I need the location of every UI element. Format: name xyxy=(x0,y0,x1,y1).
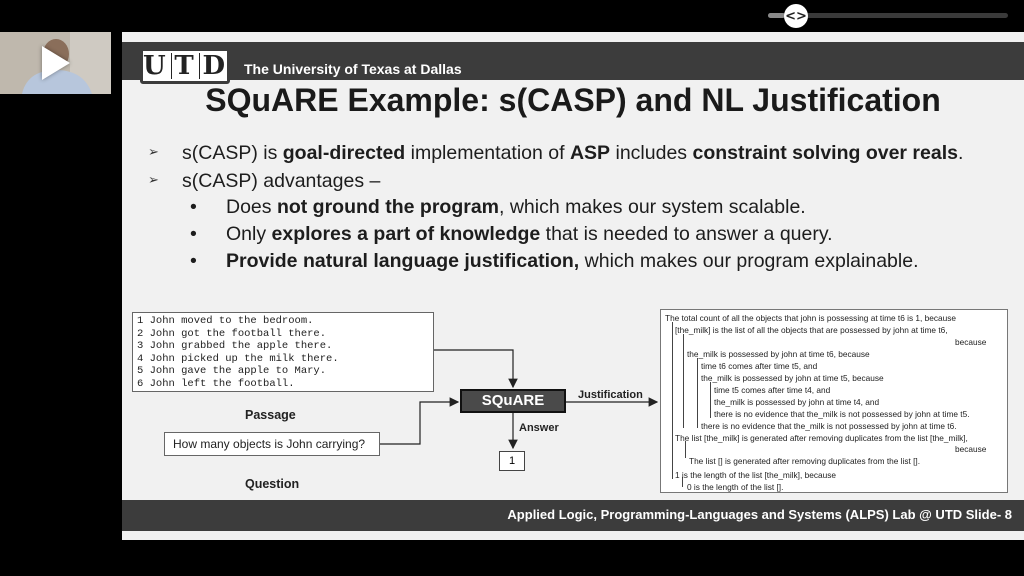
justification-line: The list [] is generated after removing duplicates from the list []. xyxy=(689,456,921,466)
question-box: How many objects is John carrying? xyxy=(164,432,380,456)
utd-logo: U T D xyxy=(140,48,230,84)
passage-line: 3 John grabbed the apple there. xyxy=(137,340,333,353)
justification-box xyxy=(660,309,1008,493)
passage-line: 5 John gave the apple to Mary. xyxy=(137,365,327,378)
dot-bullet-icon: • xyxy=(190,196,197,218)
square-system-box: SQuARE xyxy=(460,389,566,413)
justification-line: because xyxy=(955,337,987,347)
passage-line: 2 John got the football there. xyxy=(137,327,327,340)
answer-label: Answer xyxy=(519,422,559,434)
justification-line: time t6 comes after time t5, and xyxy=(701,361,818,371)
arrow-bullet-icon: ➢ xyxy=(148,172,159,187)
university-name: The University of Texas at Dallas xyxy=(244,61,462,77)
justification-line: time t5 comes after time t4, and xyxy=(714,385,831,395)
slide-title: SQuARE Example: s(CASP) and NL Justification xyxy=(205,82,941,118)
arrow-bullet-icon: ➢ xyxy=(148,144,159,159)
passage-line: 4 John picked up the milk there. xyxy=(137,352,339,365)
justification-line: 1 is the length of the list [the_milk], because xyxy=(675,470,836,480)
justification-line: The total count of all the objects that john is possessing at time t6 is 1, because xyxy=(665,313,957,323)
justification-line: the_milk is possessed by john at time t4, and xyxy=(714,397,880,407)
dot-bullet-icon: • xyxy=(190,223,197,245)
expand-collapse-button[interactable] xyxy=(784,4,808,28)
video-progress-fill xyxy=(768,13,785,18)
presenter-webcam[interactable] xyxy=(0,32,111,94)
passage-box xyxy=(132,312,434,392)
play-icon[interactable] xyxy=(42,46,70,80)
passage-label: Passage xyxy=(245,408,296,422)
justification-line: the_milk is possessed by john at time t5, because xyxy=(701,373,884,383)
presentation-slide: U T D The University of Texas at Dallas SQuARE Example: s(CASP) and NL Justification ➢ s(CASP) is goal-directed implementation of ASP includes constraint solving over reals. ➢ s(CASP) advantages – • Does not ground the program, which makes our system scalable. • Only explores a part of knowledge that is needed to answer a query. • Provide natural language justification, which makes our program explainable. 1 John moved to the bedroom. 2 John got the football there. 3 John grabbed the apple there. 4 John picked up the milk there. 5 John gave the apple to Mary. 6 John left the football. Passage How many objects is John carrying? Question SQuARE Answer 1 Justification The total count of all the objects that john is possessing at time t6 is 1, because [the_milk] is the list of all the objects that are possessed by john at time t6, because the_milk is possessed by john at time t6, because time t6 comes after time t5, and the_milk is possessed by john at time t5, because time t5 comes after time t4, and the_milk is possessed by john at time t4, and there is no evidence that the_milk is not possessed by john at time t5. there is no evidence that the_milk is not possessed by john at time t6. The list [the_milk] is generated after removing duplicates from the list [the_milk], because The list [] is generated after removing duplicates from the list []. 1 is the length of the list [the_milk], because 0 is the length of the list []. Applied Logic, Programming-Languages and Systems (ALPS) Lab @ UTD Slide- 8 xyxy=(122,32,1024,540)
passage-line: 1 John moved to the bedroom. xyxy=(137,315,314,327)
justification-line: the_milk is possessed by john at time t6, because xyxy=(687,349,870,359)
answer-box: 1 xyxy=(499,451,525,471)
justification-line: 0 is the length of the list []. xyxy=(687,482,784,492)
justification-line: The list [the_milk] is generated after removing duplicates from the list [the_milk], xyxy=(675,433,968,443)
dot-bullet-icon: • xyxy=(190,250,197,272)
passage-line: 6 John left the football. xyxy=(137,377,295,390)
justification-line: there is no evidence that the_milk is not possessed by john at time t6. xyxy=(701,421,957,431)
footer-text: Applied Logic, Programming-Languages and Systems (ALPS) Lab @ UTD Slide- 8 xyxy=(507,507,1012,522)
justification-label: Justification xyxy=(578,389,643,401)
slide-footer xyxy=(122,500,1024,531)
justification-line: [the_milk] is the list of all the objects that are possessed by john at time t6, xyxy=(675,325,948,335)
question-label: Question xyxy=(245,477,300,491)
justification-line: because xyxy=(955,444,987,454)
justification-line: there is no evidence that the_milk is not possessed by john at time t5. xyxy=(714,409,970,419)
chevrons-horizontal-icon: <> xyxy=(785,8,807,24)
